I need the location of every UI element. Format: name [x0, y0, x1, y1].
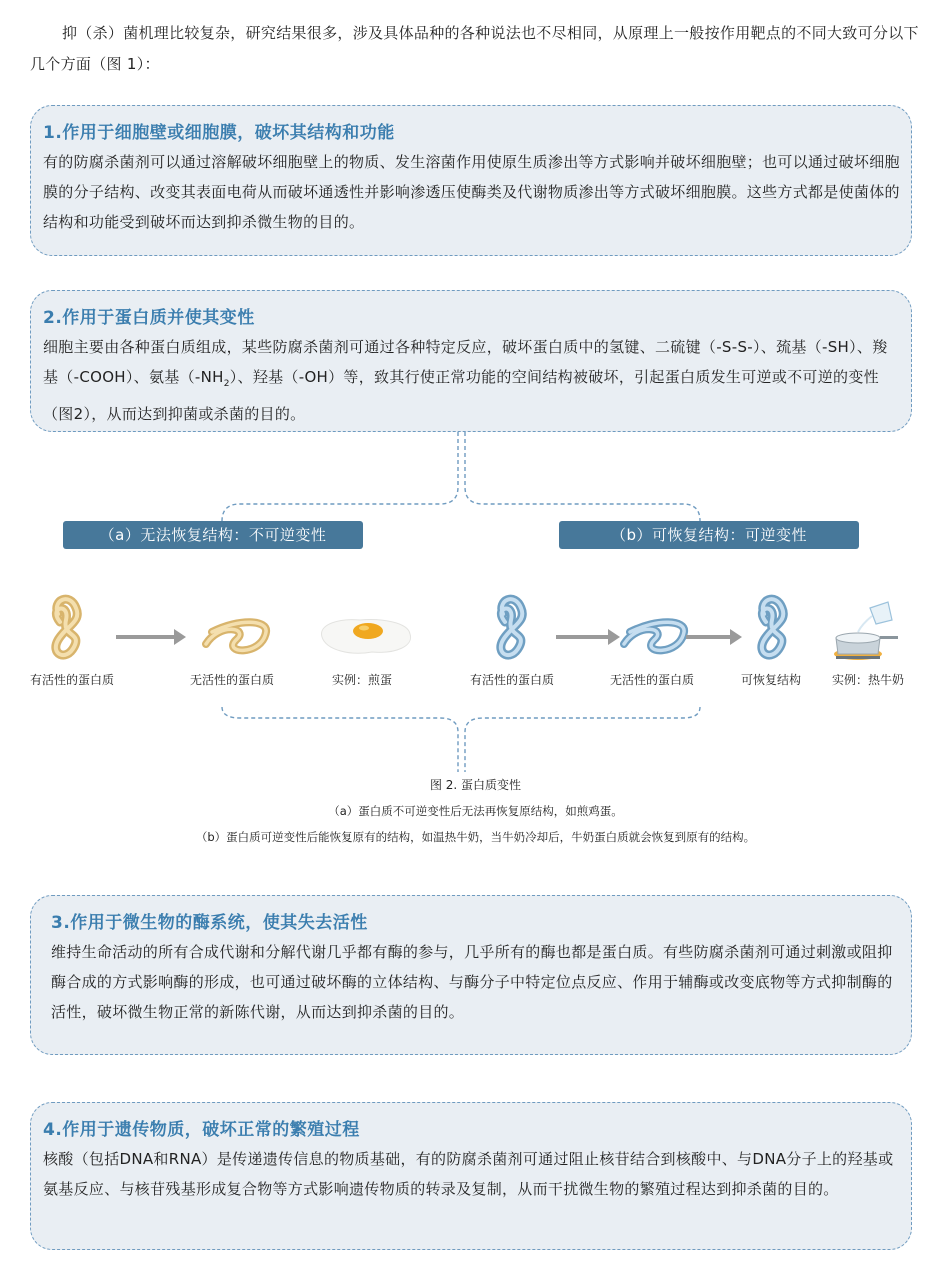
heating-milk-icon	[834, 602, 898, 660]
subscript-2: 2	[223, 379, 230, 389]
section-body: 有的防腐杀菌剂可以通过溶解破坏细胞壁上的物质、发生溶菌作用使原生质渗出等方式影响并破坏细胞壁；也可以通过破坏细胞膜的分子结构、改变其表面电荷从而破坏通透性并影响渗透压使酶类及代谢物质渗出等方式破坏细胞膜。这些方式都是使菌体的结构和功能受到破坏而达到抑杀微生物的目的。	[43, 153, 900, 231]
section-body: 维持生命活动的所有合成代谢和分解代谢几乎都有酶的参与，几乎所有的酶也都是蛋白质。有些防腐杀菌剂可通过刺激或阻抑酶合成的方式影响酶的形成，也可通过破坏酶的立体结构、与酶分子中特定位点反应、作用于辅酶或改变底物等方式抑制酶的活性，破坏微生物正常的新陈代谢，从而达到抑杀菌的目的。	[51, 943, 893, 1021]
body-text-post: ）、羟基（-OH）等，致其行使正常功能的空间结构被破坏，引起蛋白质发生可逆或不可逆的变性（图2），从而达到抑菌或杀菌的目的。	[43, 368, 879, 423]
item-label: 有活性的蛋白质	[470, 673, 555, 687]
recovered-protein-blue-icon	[762, 599, 783, 655]
item-label: 无活性的蛋白质	[610, 673, 695, 687]
arrow-icon	[556, 629, 620, 645]
protein-denaturation-figure	[0, 432, 951, 852]
item-label: 无活性的蛋白质	[190, 673, 275, 687]
section-body: 核酸（包括DNA和RNA）是传递遗传信息的物质基础，有的防腐杀菌剂可通过阻止核苷结合到核酸中、与DNA分子上的羟基或氨基反应、与核苷残基形成复合物等方式影响遗传物质的转录及复制，从而干扰微生物的繁殖过程达到抑杀菌的目的。	[43, 1150, 894, 1198]
inactive-protein-gold-icon	[206, 622, 266, 650]
section-enzyme	[30, 895, 912, 1055]
label-reversible: （b）可恢复结构：可逆变性	[559, 521, 859, 549]
section-cell-wall	[30, 105, 912, 256]
body-text-pre: 细胞主要由各种蛋白质组成，某些防腐杀菌剂可通过各种特定反应，破坏蛋白质中的氢键、二硫键（-S-S-）、巯基（-SH）、羧基（-COOH）、氨基（-NH	[43, 338, 888, 386]
intro-paragraph: 抑（杀）菌机理比较复杂，研究结果很多，涉及具体品种的各种说法也不尽相同，从原理上一般按作用靶点的不同大致可分以下几个方面（图 1）：	[30, 24, 919, 73]
section-title: 4.作用于遗传物质，破坏正常的繁殖过程	[43, 1120, 360, 1140]
item-label: 可恢复结构	[741, 673, 802, 687]
section-protein	[30, 290, 912, 432]
item-label: 有活性的蛋白质	[30, 673, 115, 687]
figure-caption-b: （b）蛋白质可逆变性后能恢复原有的结构，如温热牛奶，当牛奶冷却后，牛奶蛋白质就会恢复到原有的结构。	[195, 830, 756, 844]
arrow-icon	[116, 629, 186, 645]
inactive-protein-blue-icon	[624, 622, 684, 650]
label-irreversible: （a）无法恢复结构：不可逆变性	[63, 521, 363, 549]
active-protein-blue-icon	[501, 599, 522, 655]
section-genetic	[30, 1102, 912, 1250]
figure-caption: 图 2. 蛋白质变性	[429, 778, 522, 792]
fried-egg-icon	[322, 620, 411, 654]
active-protein-gold-icon	[56, 599, 77, 655]
top-brace	[222, 432, 700, 772]
item-label: 实例：煎蛋	[332, 673, 393, 687]
section-title: 2.作用于蛋白质并使其变性	[43, 308, 255, 328]
item-label: 实例：热牛奶	[832, 673, 905, 687]
figure-caption-a: （a）蛋白质不可逆变性后无法再恢复原结构，如煎鸡蛋。	[328, 804, 623, 818]
section-title: 3.作用于微生物的酶系统，使其失去活性	[51, 913, 368, 933]
section-title: 1.作用于细胞壁或细胞膜，破坏其结构和功能	[43, 123, 395, 143]
arrow-icon	[686, 629, 742, 645]
section-body	[43, 332, 901, 429]
